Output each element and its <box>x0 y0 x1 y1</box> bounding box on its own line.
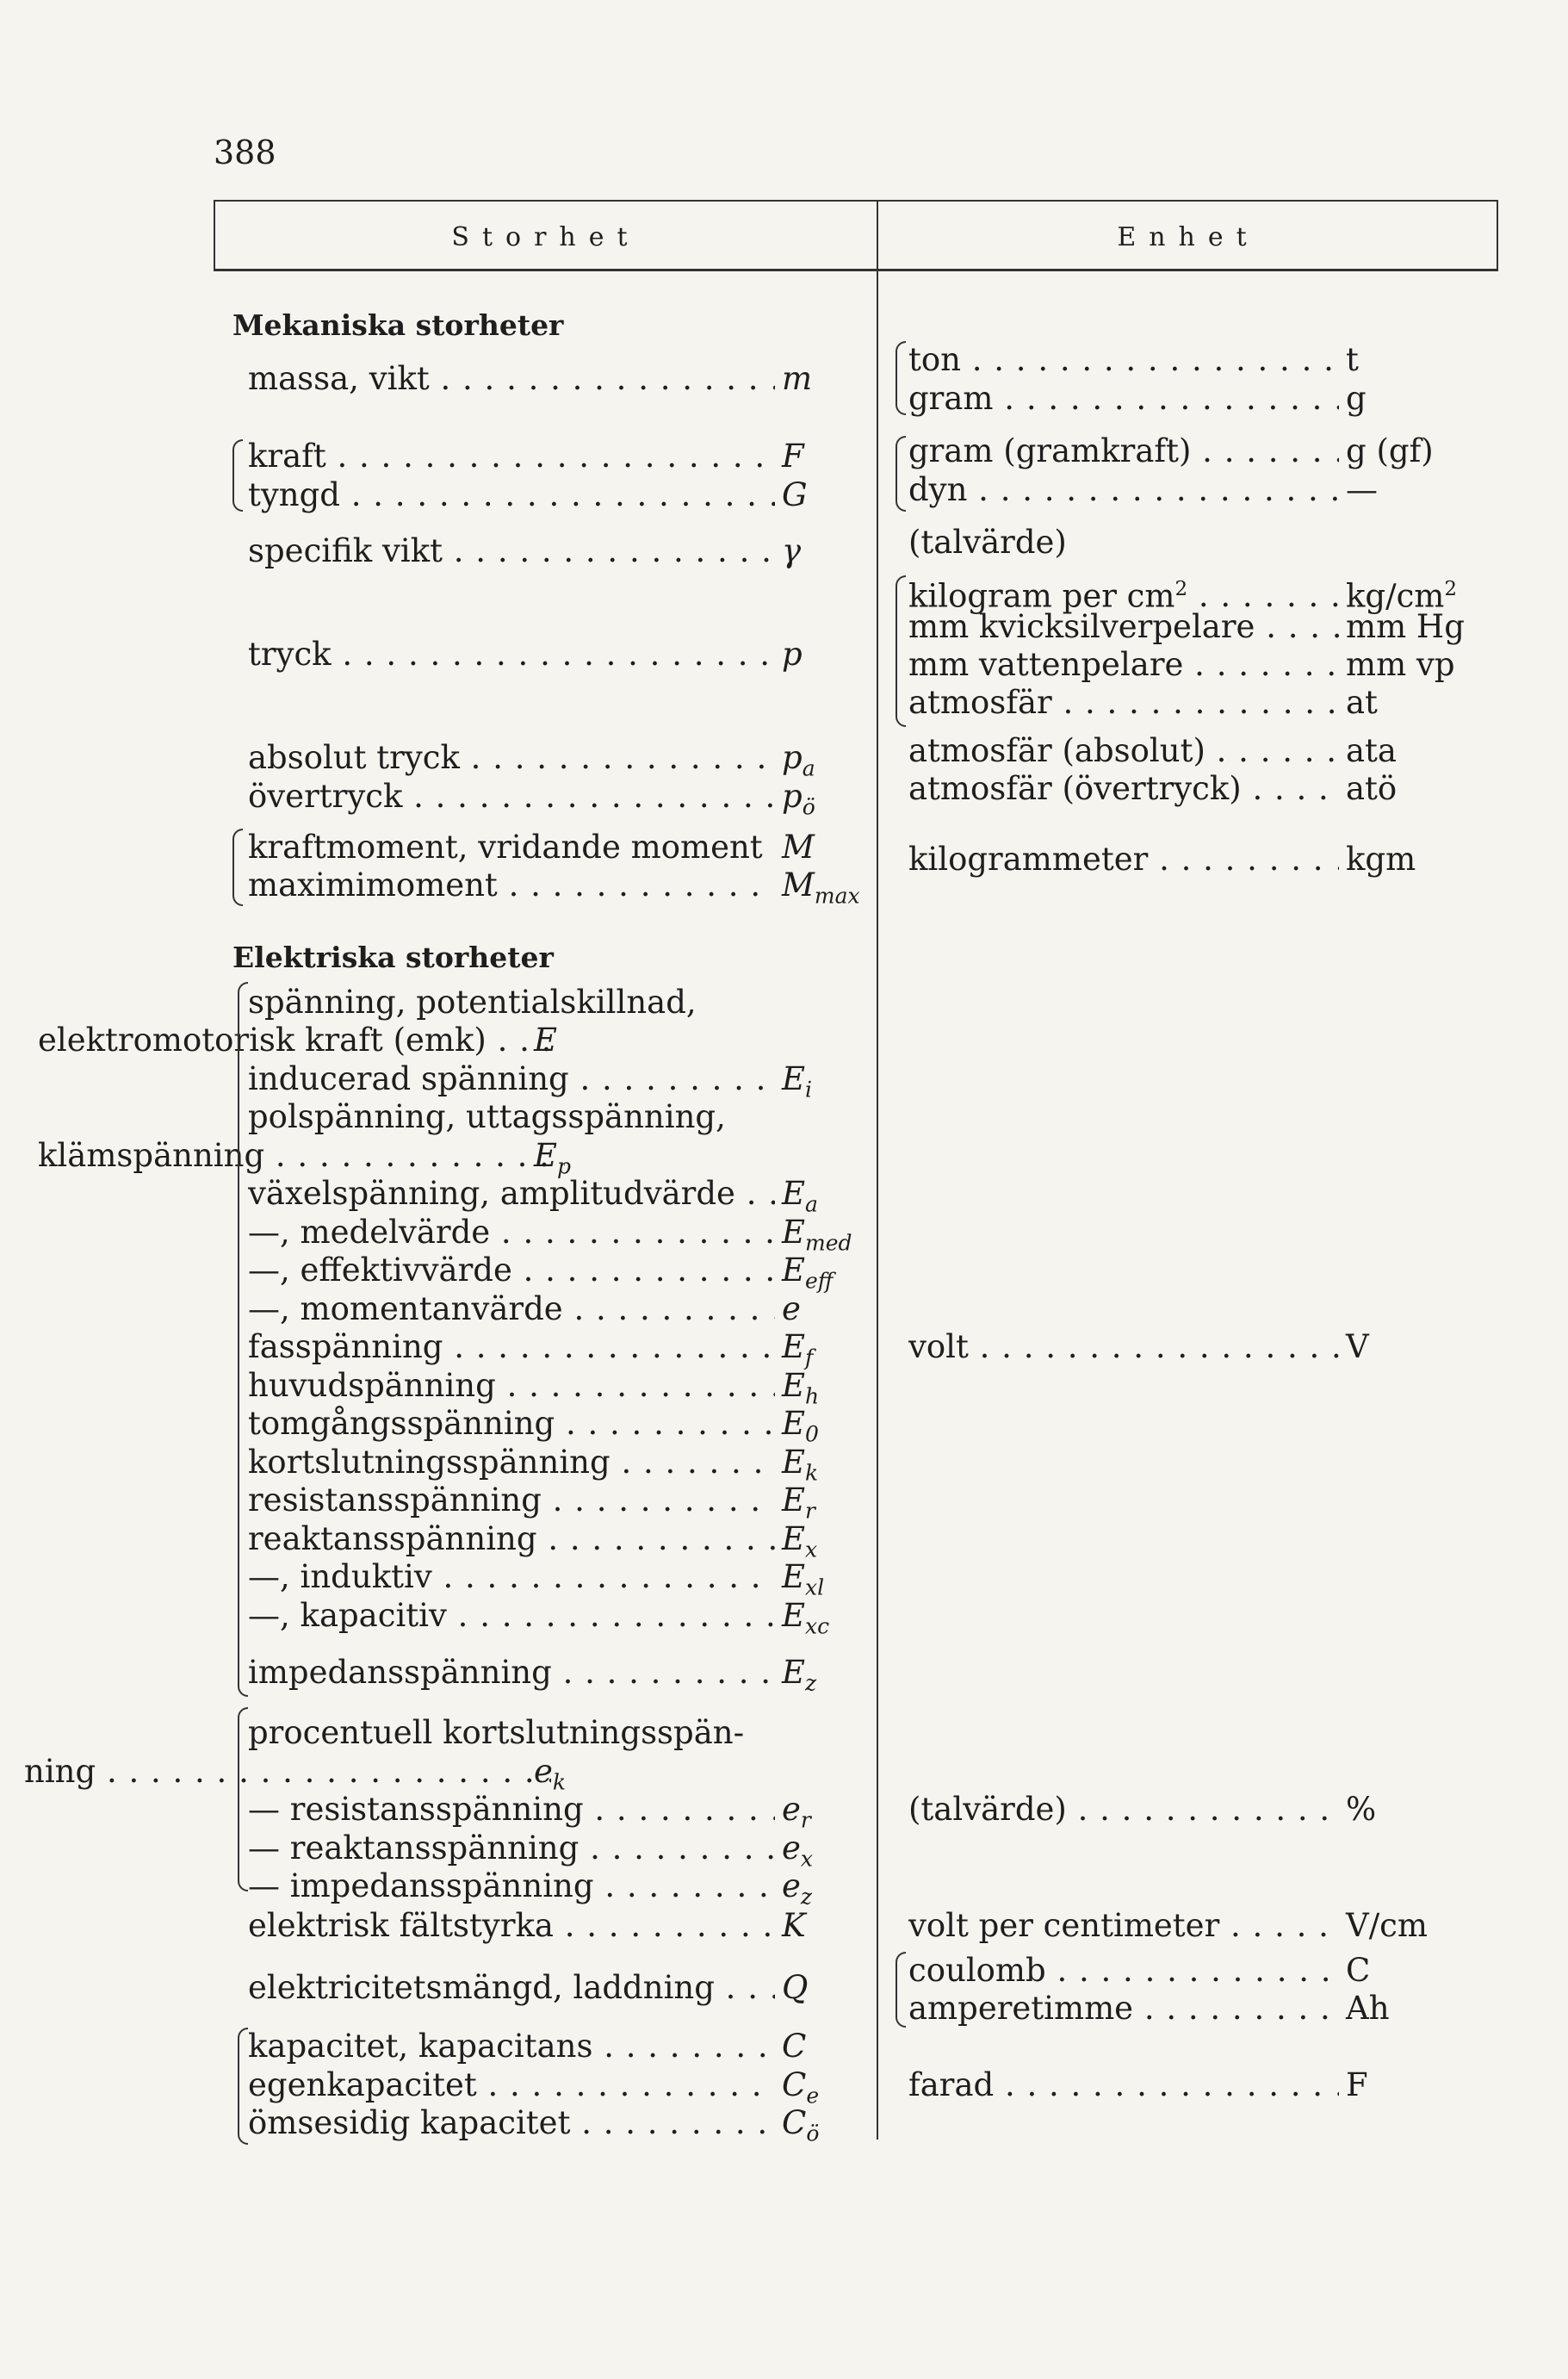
elec-quantity-row <box>248 2066 885 2109</box>
mech-unit-row-label: kilogrammeter . . . <box>908 841 1339 879</box>
mech-unit-row-label: ton . . . <box>908 341 1339 379</box>
elec-unit-row <box>908 1952 1490 1990</box>
mech-quantity-row <box>248 438 885 475</box>
mech-unit-row-symbol: atö <box>1346 770 1398 807</box>
elec-quantity-row-symbol: $e_k$ <box>534 1753 567 1795</box>
elec-quantity-row <box>0 1753 637 1795</box>
elec-quantity-row <box>248 1829 885 1872</box>
mech-unit-row-label: (talvärde) <box>908 524 1067 561</box>
elec-quantity-row <box>248 1791 885 1833</box>
mech-unit-row-symbol: ata <box>1346 732 1397 769</box>
mech-quantity-row-label: maximimoment . . . <box>248 867 775 904</box>
elec-unit-row-symbol: C <box>1346 1952 1371 1989</box>
elec-quantity-row <box>248 2028 885 2065</box>
elec-quantity-row <box>248 1328 885 1370</box>
elec-quantity-row-label: växelspänning, amplitudvärde . . . <box>248 1175 775 1213</box>
mech-quantity-row <box>248 829 885 867</box>
section-electrical: Elektriska storheter <box>232 941 554 974</box>
header-bottom-rule <box>214 269 1498 271</box>
elec-quantity-row-label: impedansspänning . . . <box>248 1654 775 1692</box>
elec-quantity-row-label: elektrisk fältstyrka . . . <box>248 1907 775 1945</box>
brace-tryck <box>896 575 906 727</box>
brace-moment <box>232 829 243 906</box>
elec-quantity-row-symbol: $E_0$ <box>782 1405 819 1447</box>
elec-quantity-row <box>248 1481 885 1524</box>
elec-quantity-row <box>248 1558 885 1600</box>
elec-unit-row <box>908 1791 1490 1829</box>
elec-quantity-row-label: —, medelvärde . . . <box>248 1214 775 1252</box>
elec-quantity-row <box>248 1969 885 2007</box>
elec-quantity-row-symbol: $C_ö$ <box>782 2104 820 2146</box>
mech-quantity-row-symbol: γ <box>782 532 802 569</box>
elec-quantity-row-symbol: $e_r$ <box>782 1791 811 1833</box>
mech-unit-row-symbol: mm Hg <box>1346 608 1465 645</box>
elec-quantity-row <box>248 1367 885 1409</box>
mech-unit-row <box>908 341 1490 379</box>
elec-quantity-row-label: huvudspänning . . . <box>248 1367 775 1405</box>
elec-quantity-row-label: —, kapacitiv . . . <box>248 1597 775 1635</box>
elec-unit-row-label: amperetimme . . . <box>908 1990 1339 2028</box>
elec-quantity-row-symbol: $E_z$ <box>782 1654 817 1696</box>
brace-kapacitet <box>238 2028 248 2145</box>
elec-quantity-row-label: elektromotorisk kraft (emk) . . . <box>38 1022 565 1059</box>
elec-quantity-row <box>248 2104 885 2146</box>
elec-quantity-row <box>248 1654 885 1696</box>
mech-quantity-row-label: tryck . . . <box>248 636 775 674</box>
mech-unit-row-label: gram . . . <box>908 380 1339 418</box>
elec-quantity-row-symbol: C <box>782 2028 807 2065</box>
mech-quantity-row-symbol: M <box>782 829 815 866</box>
elec-quantity-row-label: fasspänning . . . <box>248 1328 775 1366</box>
mech-unit-row-symbol: — <box>1346 471 1378 508</box>
mech-unit-row <box>908 380 1490 418</box>
mech-quantity-row-symbol: m <box>782 360 813 397</box>
elec-quantity-row-label: tomgångsspänning . . . <box>248 1405 775 1443</box>
page-number: 388 <box>214 134 276 171</box>
mech-unit-row <box>908 432 1490 470</box>
elec-quantity-row-label: inducerad spänning . . . <box>248 1060 775 1098</box>
header-unit: Enhet <box>1117 222 1260 252</box>
elec-quantity-row <box>248 1214 885 1256</box>
elec-quantity-row-symbol: $E_a$ <box>782 1175 818 1217</box>
mech-unit-row <box>908 471 1490 509</box>
mech-quantity-row-symbol: G <box>782 476 808 513</box>
mech-quantity-row <box>248 636 885 674</box>
elec-unit-row-label: coulomb . . . <box>908 1952 1339 1990</box>
elec-quantity-row-symbol: $E_{eff}$ <box>782 1252 834 1294</box>
elec-quantity-row-label: — impedansspänning . . . <box>248 1867 775 1905</box>
mech-quantity-row-symbol: p <box>782 636 803 673</box>
elec-quantity-row <box>248 1405 885 1447</box>
mech-quantity-row-symbol: $p_a$ <box>782 739 815 781</box>
elec-quantity-row-label: —, induktiv . . . <box>248 1558 775 1596</box>
elec-unit-row <box>908 1990 1490 2028</box>
elec-unit-row-label: (talvärde) . . . <box>908 1791 1339 1829</box>
elec-quantity-row-label: —, momentanvärde . . . <box>248 1290 775 1328</box>
elec-quantity-row-label: egenkapacitet . . . <box>248 2066 775 2104</box>
brace-procentuell <box>238 1707 248 1891</box>
elec-quantity-row-symbol: $E_{xc}$ <box>782 1597 830 1639</box>
elec-quantity-row-symbol: $e_x$ <box>782 1829 814 1872</box>
mech-unit-row-symbol: at <box>1346 684 1378 721</box>
elec-quantity-row-label: reaktansspänning . . . <box>248 1520 775 1558</box>
elec-quantity-row <box>0 1137 637 1179</box>
mech-quantity-row <box>248 867 885 909</box>
elec-quantity-row-symbol: E <box>534 1022 558 1059</box>
elec-quantity-row-symbol: $E_p$ <box>534 1137 572 1179</box>
elec-quantity-row <box>248 1444 885 1486</box>
elec-unit-row-label: farad . . . <box>908 2066 1339 2104</box>
mech-quantity-row-label: tyngd . . . <box>248 476 775 514</box>
elec-quantity-row-label: polspänning, uttagsspänning, <box>248 1098 726 1135</box>
mech-quantity-row <box>248 532 885 570</box>
mech-unit-row <box>908 841 1490 879</box>
elec-quantity-row <box>248 1714 885 1752</box>
mech-quantity-row <box>248 739 885 781</box>
mech-unit-row-label: gram (gramkraft) . . . <box>908 432 1339 470</box>
elec-quantity-row-label: procentuell kortslutningsspän- <box>248 1714 745 1751</box>
elec-quantity-row-symbol: $e_z$ <box>782 1867 813 1910</box>
elec-quantity-row-symbol: $E_i$ <box>782 1060 813 1103</box>
elec-quantity-row-label: elektricitetsmängd, laddning . . . <box>248 1969 775 2007</box>
mech-unit-row <box>908 570 1490 615</box>
mech-quantity-row-symbol: $p_ö$ <box>782 778 815 820</box>
elec-quantity-row <box>248 1290 885 1328</box>
elec-quantity-row <box>248 1060 885 1103</box>
brace-coulomb <box>896 1952 906 2028</box>
mech-unit-row-label: kilogram per $cm^2$ . . . <box>908 570 1339 615</box>
mech-unit-row-label: mm vattenpelare . . . <box>908 646 1339 684</box>
elec-quantity-row-label: spänning, potentialskillnad, <box>248 984 697 1021</box>
elec-quantity-row-symbol: $E_k$ <box>782 1444 819 1486</box>
section-mechanical: Mekaniska storheter <box>232 308 564 342</box>
elec-quantity-row <box>248 984 885 1022</box>
mech-unit-row-label: atmosfär (övertryck) . . . <box>908 770 1339 808</box>
elec-quantity-row <box>248 1252 885 1294</box>
elec-quantity-row-label: resistansspänning . . . <box>248 1481 775 1519</box>
mech-quantity-row-label: massa, vikt . . . <box>248 360 775 398</box>
mech-unit-row <box>908 684 1490 722</box>
elec-unit-row-symbol: % <box>1346 1791 1377 1828</box>
elec-quantity-row <box>248 1867 885 1910</box>
mech-quantity-row-label: kraftmoment, vridande moment . . . <box>248 829 775 867</box>
mech-unit-row-symbol: $kg/cm^2$ <box>1346 577 1458 615</box>
elec-quantity-row <box>248 1597 885 1639</box>
mech-unit-row-symbol: mm vp <box>1346 646 1455 683</box>
elec-quantity-row-label: klämspänning . . . <box>38 1137 565 1175</box>
elec-quantity-row-symbol: $E_r$ <box>782 1481 815 1524</box>
mech-quantity-row-label: specifik vikt . . . <box>248 532 775 570</box>
mech-unit-row <box>908 732 1490 770</box>
elec-quantity-row <box>248 1098 885 1136</box>
mech-quantity-row-label: övertryck . . . <box>248 778 775 816</box>
mech-unit-row-label: atmosfär (absolut) . . . <box>908 732 1339 770</box>
elec-quantity-row <box>248 1907 885 1945</box>
elec-quantity-row-label: kapacitet, kapacitans . . . <box>248 2028 775 2065</box>
elec-unit-row <box>908 1907 1490 1945</box>
brace-ton <box>896 341 906 415</box>
mech-unit-row <box>908 770 1490 808</box>
mech-unit-row <box>908 646 1490 684</box>
elec-quantity-row-label: ning . . . <box>24 1753 551 1791</box>
elec-quantity-row-symbol: $E_{med}$ <box>782 1214 852 1256</box>
elec-quantity-row-label: kortslutningsspänning . . . <box>248 1444 775 1481</box>
mech-unit-row-label: atmosfär . . . <box>908 684 1339 722</box>
mech-quantity-row <box>248 360 885 398</box>
mech-quantity-row <box>248 476 885 514</box>
elec-quantity-row-symbol: $E_{xl}$ <box>782 1558 825 1600</box>
elec-quantity-row-label: ömsesidig kapacitet . . . <box>248 2104 775 2142</box>
mech-unit-row <box>908 608 1490 646</box>
elec-quantity-row-symbol: $C_e$ <box>782 2066 820 2109</box>
mech-unit-row-symbol: g <box>1346 380 1367 417</box>
elec-unit-row <box>908 1328 1490 1366</box>
mech-quantity-row-label: absolut tryck . . . <box>248 739 775 777</box>
mech-unit-row-symbol: g (gf) <box>1346 432 1434 469</box>
elec-unit-row-symbol: Ah <box>1346 1990 1390 2027</box>
mech-unit-row-symbol: kgm <box>1346 841 1416 878</box>
mech-unit-row <box>908 524 1490 562</box>
elec-unit-row <box>908 2066 1490 2104</box>
elec-quantity-row-label: — resistansspänning . . . <box>248 1791 775 1829</box>
brace-spanning <box>238 982 248 1697</box>
brace-gram <box>896 436 906 512</box>
elec-quantity-row-symbol: e <box>782 1290 801 1327</box>
elec-quantity-row-label: — reaktansspänning . . . <box>248 1829 775 1867</box>
elec-unit-row-label: volt per centimeter . . . <box>908 1907 1339 1945</box>
mech-quantity-row-label: kraft . . . <box>248 438 775 475</box>
elec-quantity-row-symbol: Q <box>782 1969 809 2006</box>
elec-quantity-row-symbol: $E_h$ <box>782 1367 820 1409</box>
elec-unit-row-label: volt . . . <box>908 1328 1339 1366</box>
elec-quantity-row <box>0 1022 637 1059</box>
elec-unit-row-symbol: V <box>1346 1328 1369 1365</box>
elec-quantity-row-symbol: $E_f$ <box>782 1328 814 1370</box>
mech-unit-row-label: mm kvicksilverpelare . . . <box>908 608 1339 646</box>
elec-quantity-row-label: —, effektivvärde . . . <box>248 1252 775 1289</box>
elec-unit-row-symbol: V/cm <box>1346 1907 1428 1944</box>
mech-quantity-row-symbol: F <box>782 438 804 475</box>
elec-unit-row-symbol: F <box>1346 2066 1368 2103</box>
header-top-rule <box>214 200 1498 202</box>
elec-quantity-row-symbol: $E_x$ <box>782 1520 818 1562</box>
mech-unit-row-label: dyn . . . <box>908 471 1339 509</box>
brace-kraft <box>232 439 243 512</box>
mech-quantity-row <box>248 778 885 820</box>
mech-unit-row-symbol: t <box>1346 341 1359 378</box>
elec-quantity-row <box>248 1175 885 1217</box>
elec-quantity-row <box>248 1520 885 1562</box>
header-quantity: Storhet <box>451 222 641 252</box>
elec-quantity-row-symbol: K <box>782 1907 806 1944</box>
mech-quantity-row-symbol: $M_{max}$ <box>782 867 860 909</box>
